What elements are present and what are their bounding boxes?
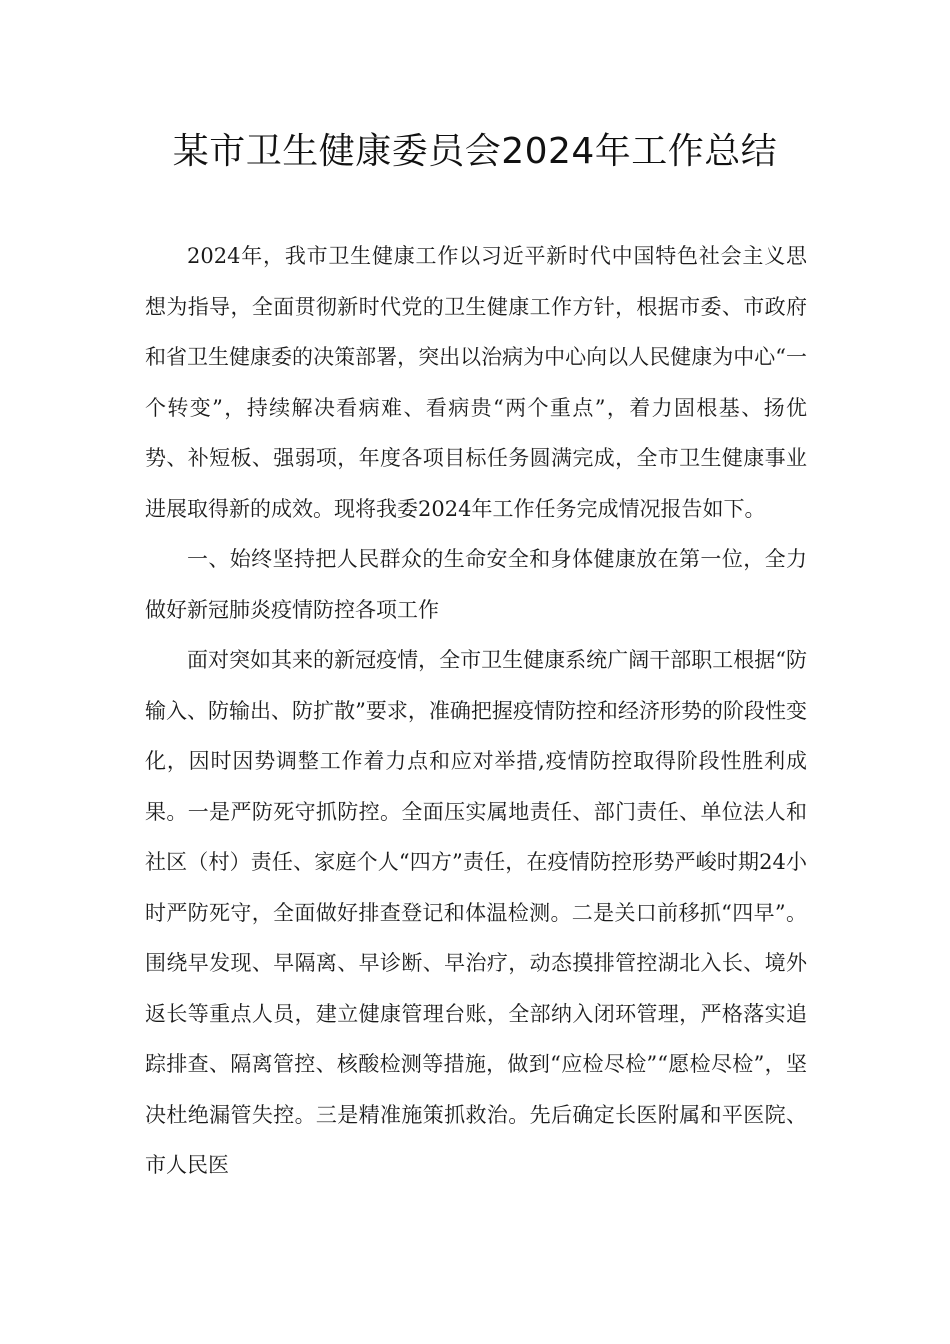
- section-1-paragraph: 面对突如其来的新冠疫情，全市卫生健康系统广阔干部职工根据“防输入、防输出、防扩散”要求，准确把握疫情防控和经济形势的阶段性变化，因时因势调整工作着力点和应对举措,疫情防控取得阶段性胜利成果。一是严防死守抓防控。全面压实属地责任、部门责任、单位法人和社区（村）责任、家庭个人“四方”责任，在疫情防控形势严峻时期24小时严防死守，全面做好排查登记和体温检测。二是关口前移抓“四早”。围绕早发现、早隔离、早诊断、早治疗，动态摸排管控湖北入长、境外返长等重点人员，建立健康管理台账，全部纳入闭环管理，严格落实追踪排查、隔离管控、核酸检测等措施，做到“应检尽检”“愿检尽检”，坚决杜绝漏管失控。三是精准施策抓救治。先后确定长医附属和平医院、市人民医: [145, 648, 807, 1177]
- section-heading-1: 一、始终坚持把人民群众的生命安全和身体健康放在第一位，全力做好新冠肺炎疫情防控各项工作: [145, 547, 807, 622]
- document-title: 某市卫生健康委员会2024年工作总结: [172, 131, 778, 172]
- intro-paragraph: 2024年，我市卫生健康工作以习近平新时代中国特色社会主义思想为指导，全面贯彻新时代党的卫生健康工作方针，根据市委、市政府和省卫生健康委的决策部署，突出以治病为中心向以人民健康为中心“一个转变”，持续解决看病难、看病贵“两个重点”，着力固根基、扬优势、补短板、强弱项，年度各项目标任务圆满完成，全市卫生健康事业进展取得新的成效。现将我委2024年工作任务完成情况报告如下。: [145, 244, 807, 521]
- document-body: [145, 231, 807, 1191]
